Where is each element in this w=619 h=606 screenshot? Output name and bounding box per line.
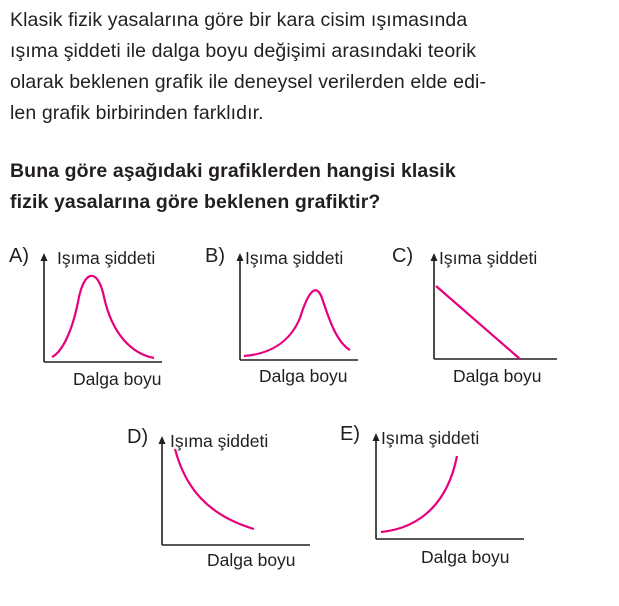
prompt-line: Buna göre aşağıdaki grafiklerden hangisi klasik (10, 160, 456, 182)
question-line: Klasik fizik yasalarına göre bir kara cisim ışımasında (10, 9, 468, 31)
y-axis-arrow (159, 436, 166, 444)
option-c-graph (424, 252, 559, 362)
intensity-curve (52, 276, 154, 358)
option-d-letter: D) (127, 426, 149, 448)
y-axis-arrow (373, 433, 380, 441)
option-c-xlabel: Dalga boyu (453, 366, 542, 386)
option-b-ylabel: Işıma şiddeti (245, 248, 344, 268)
intensity-curve (436, 286, 520, 359)
option-a-ylabel: Işıma şiddeti (57, 248, 156, 268)
y-axis-arrow (41, 253, 48, 261)
y-axis-arrow (431, 253, 438, 261)
intensity-curve (381, 456, 457, 532)
option-d-xlabel: Dalga boyu (207, 550, 296, 570)
option-e-ylabel: Işıma şiddeti (381, 428, 480, 448)
question-line: olarak beklenen grafik ile deneysel verilerden elde edi- (10, 71, 487, 93)
question-prompt (10, 156, 610, 218)
option-e-graph (366, 432, 526, 542)
option-a-graph (34, 252, 164, 362)
question-line: len grafik birbirinden farklıdır. (10, 102, 264, 124)
y-axis-arrow (237, 253, 244, 261)
intensity-curve (244, 290, 350, 356)
prompt-line: fizik yasalarına göre beklenen grafiktir? (10, 191, 381, 213)
question-text (10, 5, 610, 129)
option-b-xlabel: Dalga boyu (259, 366, 348, 386)
intensity-curve (175, 449, 254, 529)
option-c-letter: C) (392, 245, 414, 267)
option-e-xlabel: Dalga boyu (421, 547, 510, 567)
option-d-graph (152, 435, 312, 550)
option-a-letter: A) (9, 245, 29, 267)
option-b-letter: B) (205, 245, 225, 267)
option-b-graph (230, 252, 360, 362)
option-d-ylabel: Işıma şiddeti (170, 431, 269, 451)
option-c-ylabel: Işıma şiddeti (439, 248, 538, 268)
question-line: ışıma şiddeti ile dalga boyu değişimi arasındaki teorik (10, 40, 477, 62)
option-a-xlabel: Dalga boyu (73, 369, 162, 389)
option-e-letter: E) (340, 423, 360, 445)
